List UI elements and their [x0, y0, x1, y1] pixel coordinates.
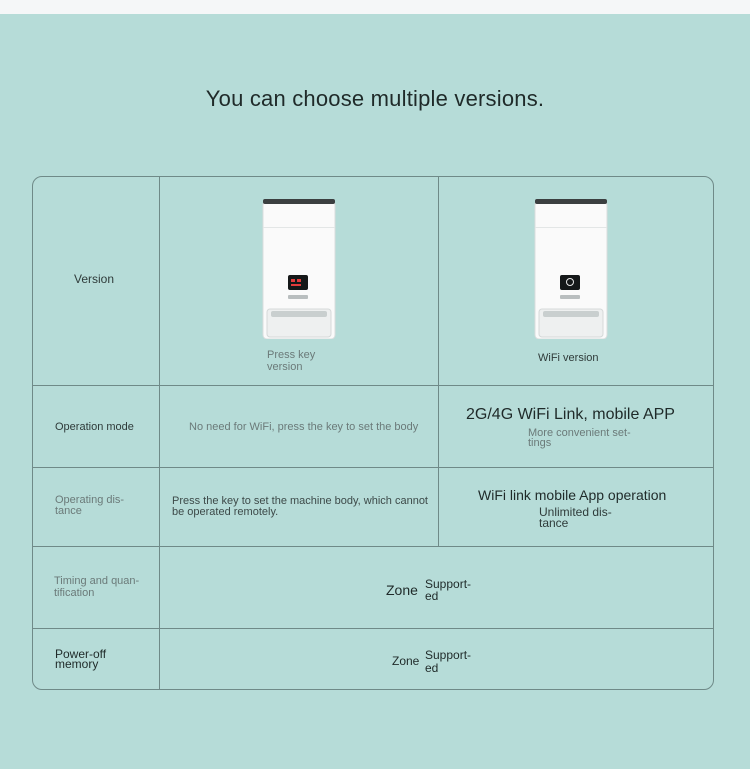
- timing-zone: Zone: [386, 582, 418, 598]
- column-divider: [159, 177, 160, 689]
- operating-distance-wifi-note: tance: [539, 516, 569, 530]
- timing-label: Timing and quan-: [54, 575, 140, 587]
- power-off-label: memory: [55, 657, 99, 671]
- wifi-version-caption: WiFi version: [538, 352, 599, 364]
- power-off-label: Power-off: [55, 647, 107, 661]
- pet-feeder-wifi-image: [533, 197, 609, 339]
- timing-supported: ed: [425, 589, 439, 603]
- operating-distance-label: tance: [55, 505, 82, 517]
- press-key-caption: Press key: [267, 349, 316, 361]
- version-label: Version: [74, 272, 115, 286]
- comparison-table: [32, 176, 714, 690]
- operating-distance-wifi: WiFi link mobile App operation: [478, 487, 667, 503]
- top-strip: [0, 0, 750, 14]
- power-off-supported: Support-: [425, 648, 472, 662]
- column-divider: [438, 177, 439, 546]
- row-divider: [33, 385, 713, 386]
- press-key-caption: version: [267, 361, 303, 373]
- timing-label: tification: [54, 587, 95, 599]
- pet-feeder-keypad-image: [261, 197, 337, 339]
- operation-mode-wifi-note: tings: [528, 437, 552, 449]
- operation-mode-wifi-note: More convenient set-: [528, 427, 631, 439]
- operating-distance-press-key: be operated remotely.: [172, 506, 279, 518]
- operating-distance-wifi-note: Unlimited dis-: [539, 505, 612, 519]
- operation-mode-press-key: No need for WiFi, press the key to set the body: [189, 421, 419, 433]
- row-divider: [33, 628, 713, 629]
- operation-mode-label: Operation mode: [55, 421, 134, 433]
- operating-distance-label: Operating dis-: [55, 494, 125, 506]
- operating-distance-press-key: Press the key to set the machine body, which cannot: [172, 495, 428, 507]
- row-divider: [33, 546, 713, 547]
- row-divider: [33, 467, 713, 468]
- operation-mode-wifi: 2G/4G WiFi Link, mobile APP: [466, 406, 675, 423]
- power-off-supported: ed: [425, 661, 439, 675]
- timing-supported: Support-: [425, 577, 472, 591]
- page-title: You can choose multiple versions.: [205, 86, 545, 111]
- power-off-zone: Zone: [392, 654, 420, 668]
